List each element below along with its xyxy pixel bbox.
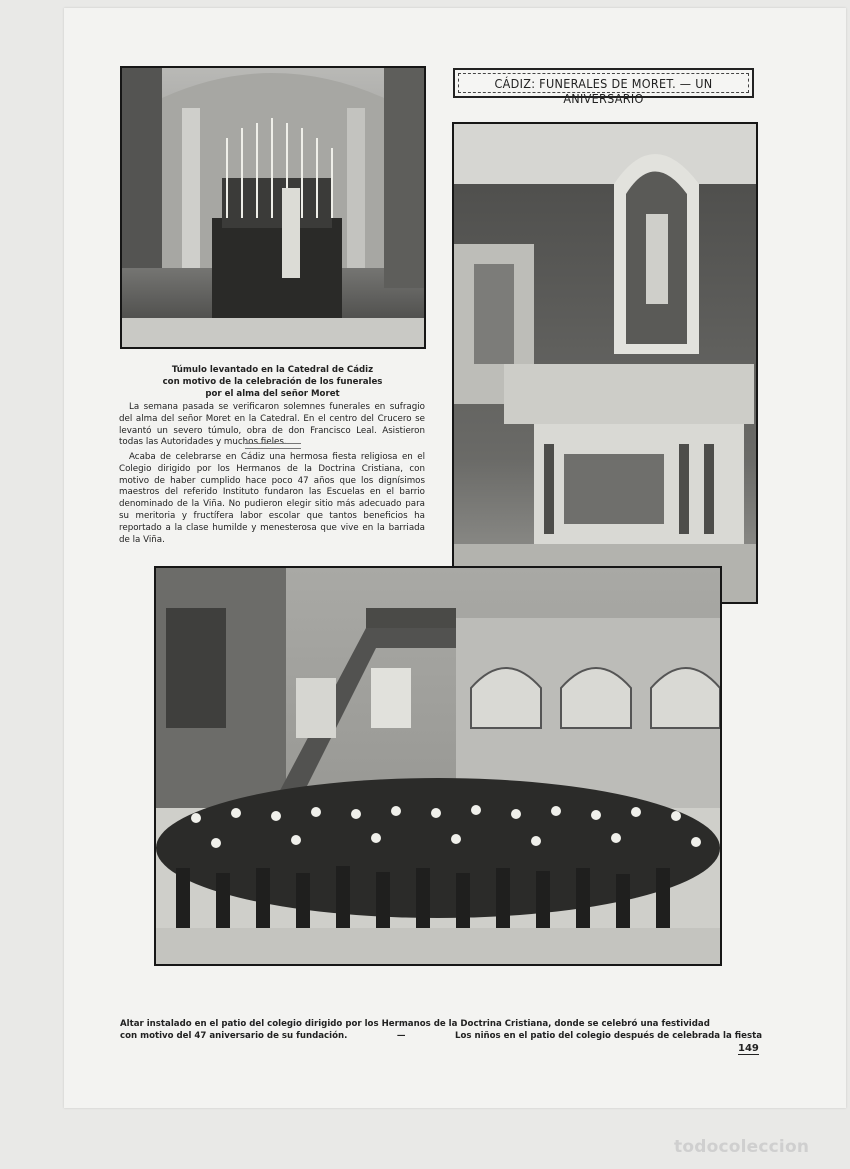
photo-children-courtyard: [154, 566, 722, 966]
photo-school-altar: [452, 122, 758, 604]
section-title: CÁDIZ: FUNERALES DE MORET. — UN ANIVERSARIO: [494, 76, 713, 106]
caption-part: con motivo del 47 aniversario de su fundación.: [120, 1031, 348, 1041]
caption-separator: —: [396, 1031, 406, 1041]
caption-line: Altar instalado en el patio del colegio dirigido por los Hermanos de la Doctrina Cristiana, donde se celebró una festividad: [120, 1019, 710, 1029]
article-paragraph-1: La semana pasada se verificaron solemnes funerales en sufragio del alma del señor Moret en la Catedral. En el centro del Crucero se levantó un severo túmulo, obra de don Francisco Leal. Asistieron todas las Autoridades y muchos fieles.: [119, 402, 425, 448]
caption-line: con motivo de la celebración de los funerales: [162, 377, 383, 387]
caption-line: Túmulo levantado en la Catedral de Cádiz: [171, 365, 374, 375]
caption-catafalque: [120, 364, 425, 400]
caption-part: Los niños en el patio del colegio después de celebrada la fiesta: [454, 1031, 762, 1041]
page-number: 149: [738, 1043, 759, 1054]
caption-line: por el alma del señor Moret: [205, 389, 340, 399]
photo-cathedral-catafalque: [120, 66, 426, 349]
paragraph-divider: [245, 443, 301, 449]
caption-altar-and-children: [120, 1018, 762, 1042]
watermark: todocoleccion: [674, 1137, 810, 1157]
caption-line: [120, 1030, 762, 1042]
article-paragraph-2: Acaba de celebrarse en Cádiz una hermosa fiesta religiosa en el Colegio dirigido por los Hermanos de la Doctrina Cristiana, con motivo de haber cumplido hace poco 47 años que los dignísimos maestros del referido Instituto fundaron las Escuelas en el barrio denominado de la Viña. No pudieron elegir sitio más adecuado para su meritoria y fructífera labor escolar que tantos beneficios ha reportado a la clase humilde y menesterosa que vive en la barriada de la Viña.: [119, 452, 425, 545]
section-title-box: [453, 68, 754, 106]
